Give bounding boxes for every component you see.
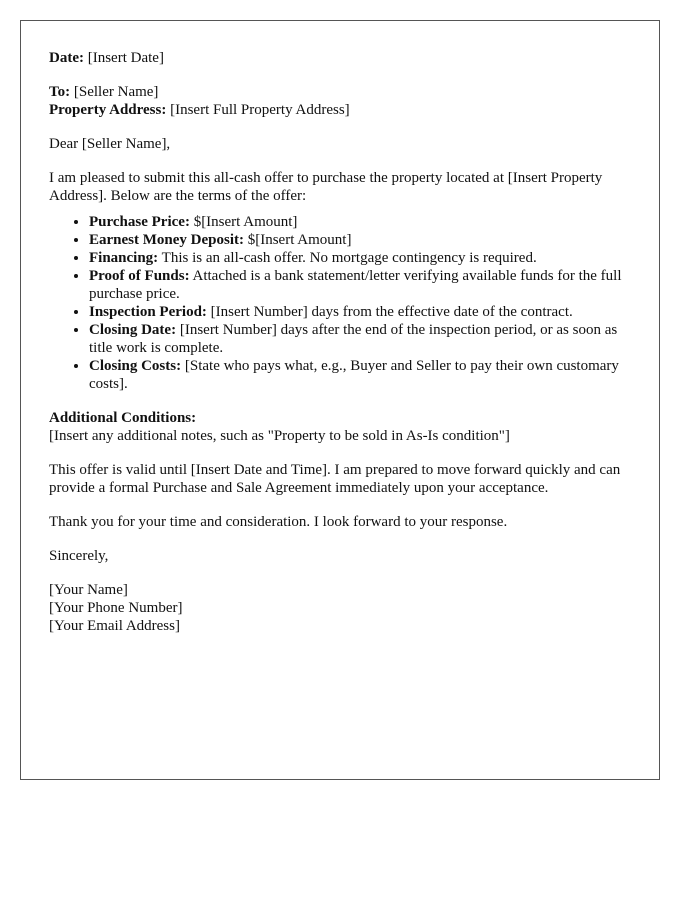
term-label: Inspection Period: <box>89 304 207 320</box>
letter-content <box>49 49 639 651</box>
term-value: [Insert Number] days from the effective date of the contract. <box>210 304 573 320</box>
term-label: Closing Date: <box>89 322 177 338</box>
term-item <box>89 213 639 231</box>
term-item <box>89 249 639 267</box>
term-label: Financing: <box>89 250 159 266</box>
signature-block <box>49 581 639 635</box>
date-value: [Insert Date] <box>87 50 164 66</box>
address-label: Property Address: <box>49 102 167 118</box>
term-value: [Insert Number] days after the end of the inspection period, or as soon as title work is complete. <box>89 322 618 356</box>
letter-page <box>20 20 660 780</box>
additional-conditions <box>49 409 639 445</box>
term-item <box>89 357 639 393</box>
to-label: To: <box>49 84 71 100</box>
term-label: Purchase Price: <box>89 214 190 230</box>
date-line <box>49 49 639 67</box>
term-item <box>89 321 639 357</box>
date-label: Date: <box>49 50 84 66</box>
to-value: [Seller Name] <box>73 84 159 100</box>
term-item <box>89 303 639 321</box>
signature-phone: [Your Phone Number] <box>49 600 183 616</box>
validity-paragraph: This offer is valid until [Insert Date and Time]. I am prepared to move forward quickly and can provide a formal Purchase and Sale Agreement immediately upon your acceptance. <box>49 462 621 496</box>
recipient-block <box>49 83 639 119</box>
term-label: Proof of Funds: <box>89 268 190 284</box>
thanks-paragraph: Thank you for your time and consideration. I look forward to your response. <box>49 514 508 530</box>
additional-text: [Insert any additional notes, such as "Property to be sold in As-Is condition"] <box>49 428 510 444</box>
term-value: [State who pays what, e.g., Buyer and Seller to pay their own customary costs]. <box>89 358 619 392</box>
signature-name: [Your Name] <box>49 582 128 598</box>
signature-email: [Your Email Address] <box>49 618 180 634</box>
additional-heading: Additional Conditions: <box>49 410 197 426</box>
term-value: $[Insert Amount] <box>193 214 298 230</box>
address-value: [Insert Full Property Address] <box>170 102 350 118</box>
term-label: Earnest Money Deposit: <box>89 232 244 248</box>
term-label: Closing Costs: <box>89 358 182 374</box>
term-item <box>89 231 639 249</box>
term-item <box>89 267 639 303</box>
terms-list <box>49 213 639 393</box>
term-value: This is an all-cash offer. No mortgage contingency is required. <box>161 250 537 266</box>
salutation: Dear [Seller Name], <box>49 136 171 152</box>
intro-paragraph: I am pleased to submit this all-cash offer to purchase the property located at [Insert Property Address]. Below are the terms of the offer: <box>49 170 603 204</box>
closing: Sincerely, <box>49 548 109 564</box>
term-value: Attached is a bank statement/letter verifying available funds for the full purchase price. <box>89 268 622 302</box>
term-value: $[Insert Amount] <box>247 232 352 248</box>
